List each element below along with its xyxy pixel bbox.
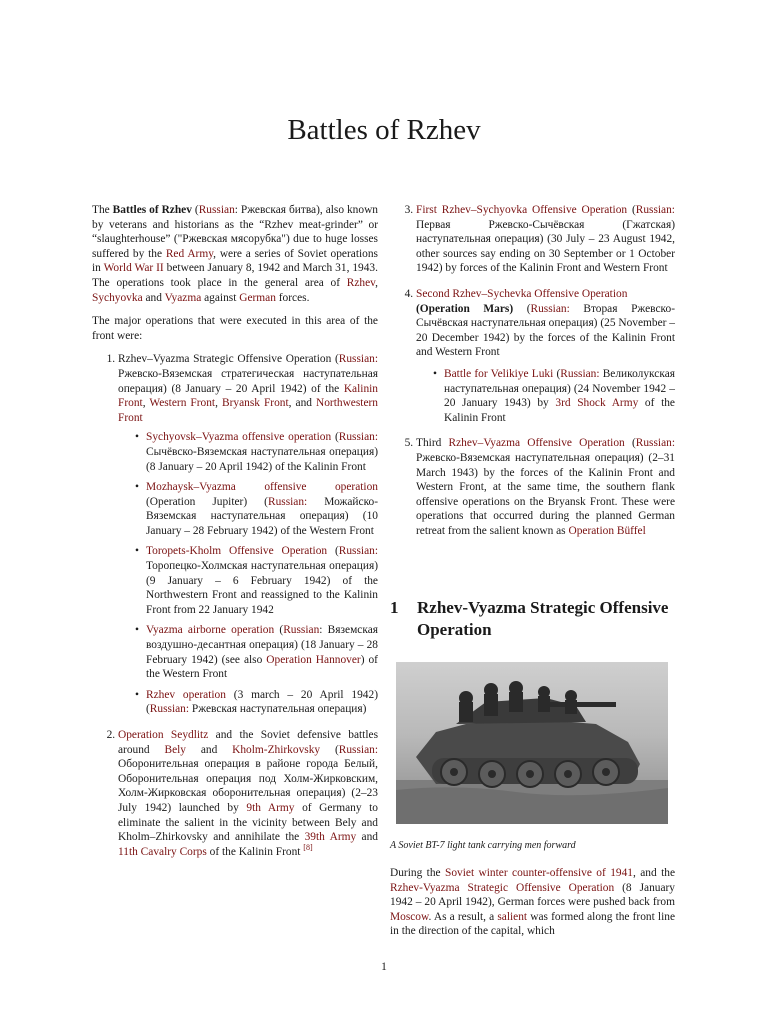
operation-buffel-link[interactable]: Operation Büffel bbox=[568, 524, 646, 537]
op2-text: and bbox=[356, 831, 379, 844]
sub-text: ( bbox=[553, 367, 561, 380]
intro-text: : Ржевская битва), also known by veterans and historians as the “Rzhev meat-grinder” or “slaughterhouse” ("Ржевская мясорубка") due to huge losses suffered by the bbox=[92, 204, 378, 260]
photo-caption: A Soviet BT-7 light tank carrying men forward bbox=[390, 840, 576, 851]
intro-text: , were a series of Soviet operations in bbox=[92, 247, 378, 275]
bryansk-front-link[interactable]: Bryansk Front bbox=[221, 397, 289, 410]
sychyovka-link[interactable]: Sychyovka bbox=[92, 291, 143, 304]
list-item-sub bbox=[146, 480, 378, 538]
russian-link[interactable]: Russian: bbox=[338, 545, 378, 558]
op1-text: Rzhev–Vyazma Strategic Offensive Operation ( bbox=[118, 353, 339, 366]
western-front-link[interactable]: Western Front bbox=[149, 397, 216, 410]
russian-link[interactable]: Russian: bbox=[267, 495, 308, 508]
list-item-sub bbox=[146, 623, 378, 681]
intro-text: and bbox=[142, 291, 165, 304]
russian-link[interactable]: Russian: bbox=[338, 431, 378, 444]
op2-text: and bbox=[186, 743, 233, 756]
third-rzhev-vyazma-link[interactable]: Rzhev–Vyazma Offensive Operation bbox=[448, 437, 625, 450]
sub-text: ) of the Western Front bbox=[146, 653, 378, 681]
section-number: 1 bbox=[390, 598, 399, 617]
kalinin-front-link[interactable]: Kalinin Front bbox=[118, 382, 378, 410]
sub-text: (Operation Jupiter) ( bbox=[146, 495, 268, 508]
operation-seydlitz-link[interactable]: Operation Seydlitz bbox=[118, 729, 209, 741]
second-rzhev-sychevka-link[interactable]: Second Rzhev–Sychevka Offensive Operation bbox=[416, 287, 628, 300]
op5-text: Ржевско-Вяземская наступательная операция) (2–31 March 1943) by the forces of the Kalinin Front and Western Front, at the same time, the southern flank offensive operations on the Bryansk Front. These were operations that occurred during the planned German retreat from the salient known as bbox=[416, 451, 675, 537]
right-column bbox=[390, 203, 675, 549]
russian-link[interactable]: Russian: bbox=[530, 302, 570, 315]
section-heading bbox=[390, 597, 675, 641]
intro-paragraph bbox=[92, 203, 378, 305]
russian-link[interactable]: Russian bbox=[198, 204, 235, 216]
toropets-kholm-link[interactable]: Toropets-Kholm Offensive Operation bbox=[146, 545, 328, 558]
11th-cavalry-corps-link[interactable]: 11th Cavalry Corps bbox=[118, 845, 207, 858]
sub-text: Ржевская наступательная операция) bbox=[189, 703, 367, 716]
left-column bbox=[92, 203, 378, 870]
page-title: Battles of Rzhev bbox=[287, 114, 481, 146]
op1-text: Ржевско-Вяземская стратегическая наступательная операция) (8 January – 20 April 1942) of the bbox=[118, 367, 378, 395]
body-text: , and the bbox=[632, 867, 675, 879]
sub-text: Торопецко-Холмская наступательная операция) (9 January – 6 February 1942) of the Northwestern Front and reassigned to the Kalinin Front from 22 January 1942 bbox=[146, 560, 378, 616]
3rd-shock-army-link[interactable]: 3rd Shock Army bbox=[555, 397, 639, 410]
russian-link[interactable]: Russian: bbox=[149, 703, 190, 716]
op3-text: Первая Ржевско-Сычёвская (Гжатская) наступательная операция) (30 July – 23 August 1942, other sources say ending on 30 September or 1 October 1942) by forces of the Kalinin Front and Western Front bbox=[416, 218, 675, 275]
list-item-op5 bbox=[416, 436, 675, 538]
major-ops-paragraph: The major operations that were executed in this area of the front were: bbox=[92, 315, 378, 342]
russian-link[interactable]: Russian: bbox=[560, 367, 600, 380]
operations-list bbox=[92, 352, 378, 859]
intro-text: forces. bbox=[275, 291, 310, 304]
op4-text: ( bbox=[513, 302, 531, 315]
body-text: (8 January 1942 – 20 April 1942), German forces were pushed back from bbox=[390, 881, 676, 909]
intro-text: ( bbox=[191, 204, 199, 216]
list-item-op3 bbox=[416, 203, 675, 276]
operation-mars-bold: (Operation Mars) bbox=[416, 302, 514, 315]
operation-hannover-link[interactable]: Operation Hannover bbox=[266, 653, 361, 666]
vyazma-link[interactable]: Vyazma bbox=[164, 291, 202, 304]
sub-text: Сычёвско-Вяземская наступательная операция) (8 January – 20 April 1942) of the Kalinin Front bbox=[146, 445, 378, 473]
page-number: 1 bbox=[381, 961, 387, 973]
sychyovsk-vyazma-link[interactable]: Sychyovsk–Vyazma offensive operation bbox=[146, 431, 332, 444]
moscow-link[interactable]: Moscow bbox=[390, 910, 429, 923]
intro-text: between January 8, 1942 and March 31, 1943. The operations took place in the general area of bbox=[92, 262, 378, 289]
sub-text: ( bbox=[331, 431, 339, 444]
ninth-army-link[interactable]: 9th Army bbox=[246, 801, 295, 814]
list-item-op1 bbox=[118, 352, 378, 717]
sub-text: (3 march – 20 April 1942) ( bbox=[146, 688, 378, 716]
first-rzhev-sychyovka-link[interactable]: First Rzhev–Sychyovka Offensive Operation bbox=[416, 204, 628, 216]
op2-text: of the Kalinin Front bbox=[206, 845, 304, 858]
intro-text: , bbox=[375, 276, 378, 289]
op2-text: ( bbox=[320, 743, 339, 756]
op2-text: Оборонительная операция в районе города Белый, Оборонительная операция под Холм-Жирковским, Холм-Жирковская оборонительная операция) (2–23 July 1942) launched by bbox=[118, 758, 378, 814]
list-item-sub bbox=[146, 544, 378, 617]
op4-text: Вторая Ржевско-Сычёвская наступательная операция) (25 November – 20 December 1942) by the forces of the Kalinin Front and Western Front bbox=[416, 302, 675, 359]
op3-text: ( bbox=[627, 204, 636, 216]
op1-text: , bbox=[215, 397, 222, 410]
body-text: was formed along the front line in the direction of the capital, which bbox=[390, 910, 675, 938]
op4-sublist bbox=[416, 367, 675, 425]
reference-link[interactable]: [8] bbox=[303, 842, 313, 852]
red-army-link[interactable]: Red Army bbox=[165, 247, 214, 260]
op1-text: , and bbox=[288, 397, 316, 410]
operations-list-continued bbox=[390, 203, 675, 538]
body-text: . As a result, a bbox=[428, 910, 498, 923]
kholm-zhirkovsky-link[interactable]: Kholm-Zhirkovsky bbox=[232, 743, 321, 756]
russian-link[interactable]: Russian: bbox=[635, 204, 675, 216]
list-item-sub bbox=[146, 430, 378, 474]
39th-army-link[interactable]: 39th Army bbox=[304, 831, 357, 844]
german-link[interactable]: German bbox=[239, 291, 276, 304]
winter-counter-offensive-link[interactable]: Soviet winter counter-offensive of 1941 bbox=[445, 867, 633, 879]
mozhaysk-vyazma-link[interactable]: Mozhaysk–Vyazma offensive operation bbox=[146, 481, 378, 494]
northwestern-front-link[interactable]: Northwestern Front bbox=[118, 397, 378, 424]
russian-link[interactable]: Russian: bbox=[338, 743, 378, 756]
sub-text: ( bbox=[327, 545, 339, 558]
list-item-sub bbox=[146, 688, 378, 717]
list-item-op2 bbox=[118, 728, 378, 859]
section-body-paragraph bbox=[390, 866, 675, 939]
list-item-op4 bbox=[416, 287, 675, 425]
intro-text: The bbox=[92, 204, 113, 216]
op5-text: ( bbox=[624, 437, 636, 450]
vyazma-airborne-link[interactable]: Vyazma airborne operation bbox=[146, 624, 275, 637]
sub-text: ( bbox=[274, 624, 284, 637]
velikiye-luki-link[interactable]: Battle for Velikiye Luki bbox=[444, 367, 554, 380]
op5-text: Third bbox=[416, 437, 449, 450]
sub-text: : Вяземская воздушно-десантная операция) (18 January – 28 February 1942) (see also bbox=[146, 624, 378, 666]
op2-text: of Germany to eliminate the salient in the vicinity between Bely and Kholm–Zhirkovsky and annihilate the bbox=[118, 801, 378, 844]
russian-link[interactable]: Russian: bbox=[338, 353, 378, 366]
section-title: Rzhev-Vyazma Strategic Offensive Operation bbox=[417, 598, 669, 639]
op1-sublist bbox=[118, 430, 378, 717]
salient-link[interactable]: salient bbox=[497, 910, 528, 923]
op1-text: , bbox=[142, 397, 150, 410]
sub-text: Можайско-Вяземская наступательная операция) (10 January – 28 February 1942) of the Western Front bbox=[146, 495, 379, 537]
body-text: During the bbox=[390, 867, 445, 879]
rzhev-operation-link[interactable]: Rzhev operation bbox=[146, 688, 226, 701]
intro-text: against bbox=[201, 291, 240, 304]
sub-text: Великолукская наступательная операция) (24 November 1942 – 20 January 1943) by bbox=[444, 367, 675, 410]
tank-photo bbox=[396, 662, 668, 824]
russian-link[interactable]: Russian: bbox=[635, 437, 675, 450]
op2-text: and the Soviet defensive battles around bbox=[118, 729, 378, 756]
russian-link[interactable]: Russian bbox=[283, 624, 320, 637]
list-item-sub bbox=[444, 367, 675, 425]
rzhev-vyazma-strategic-link[interactable]: Rzhev-Vyazma Strategic Offensive Operation bbox=[390, 881, 615, 894]
bt7-tank-image bbox=[396, 662, 668, 824]
ww2-link[interactable]: World War II bbox=[103, 262, 164, 275]
rzhev-link[interactable]: Rzhev bbox=[346, 276, 376, 289]
intro-bold-title: Battles of Rzhev bbox=[112, 204, 192, 216]
bely-link[interactable]: Bely bbox=[164, 743, 186, 756]
sub-text: of the Kalinin Front bbox=[444, 397, 675, 424]
